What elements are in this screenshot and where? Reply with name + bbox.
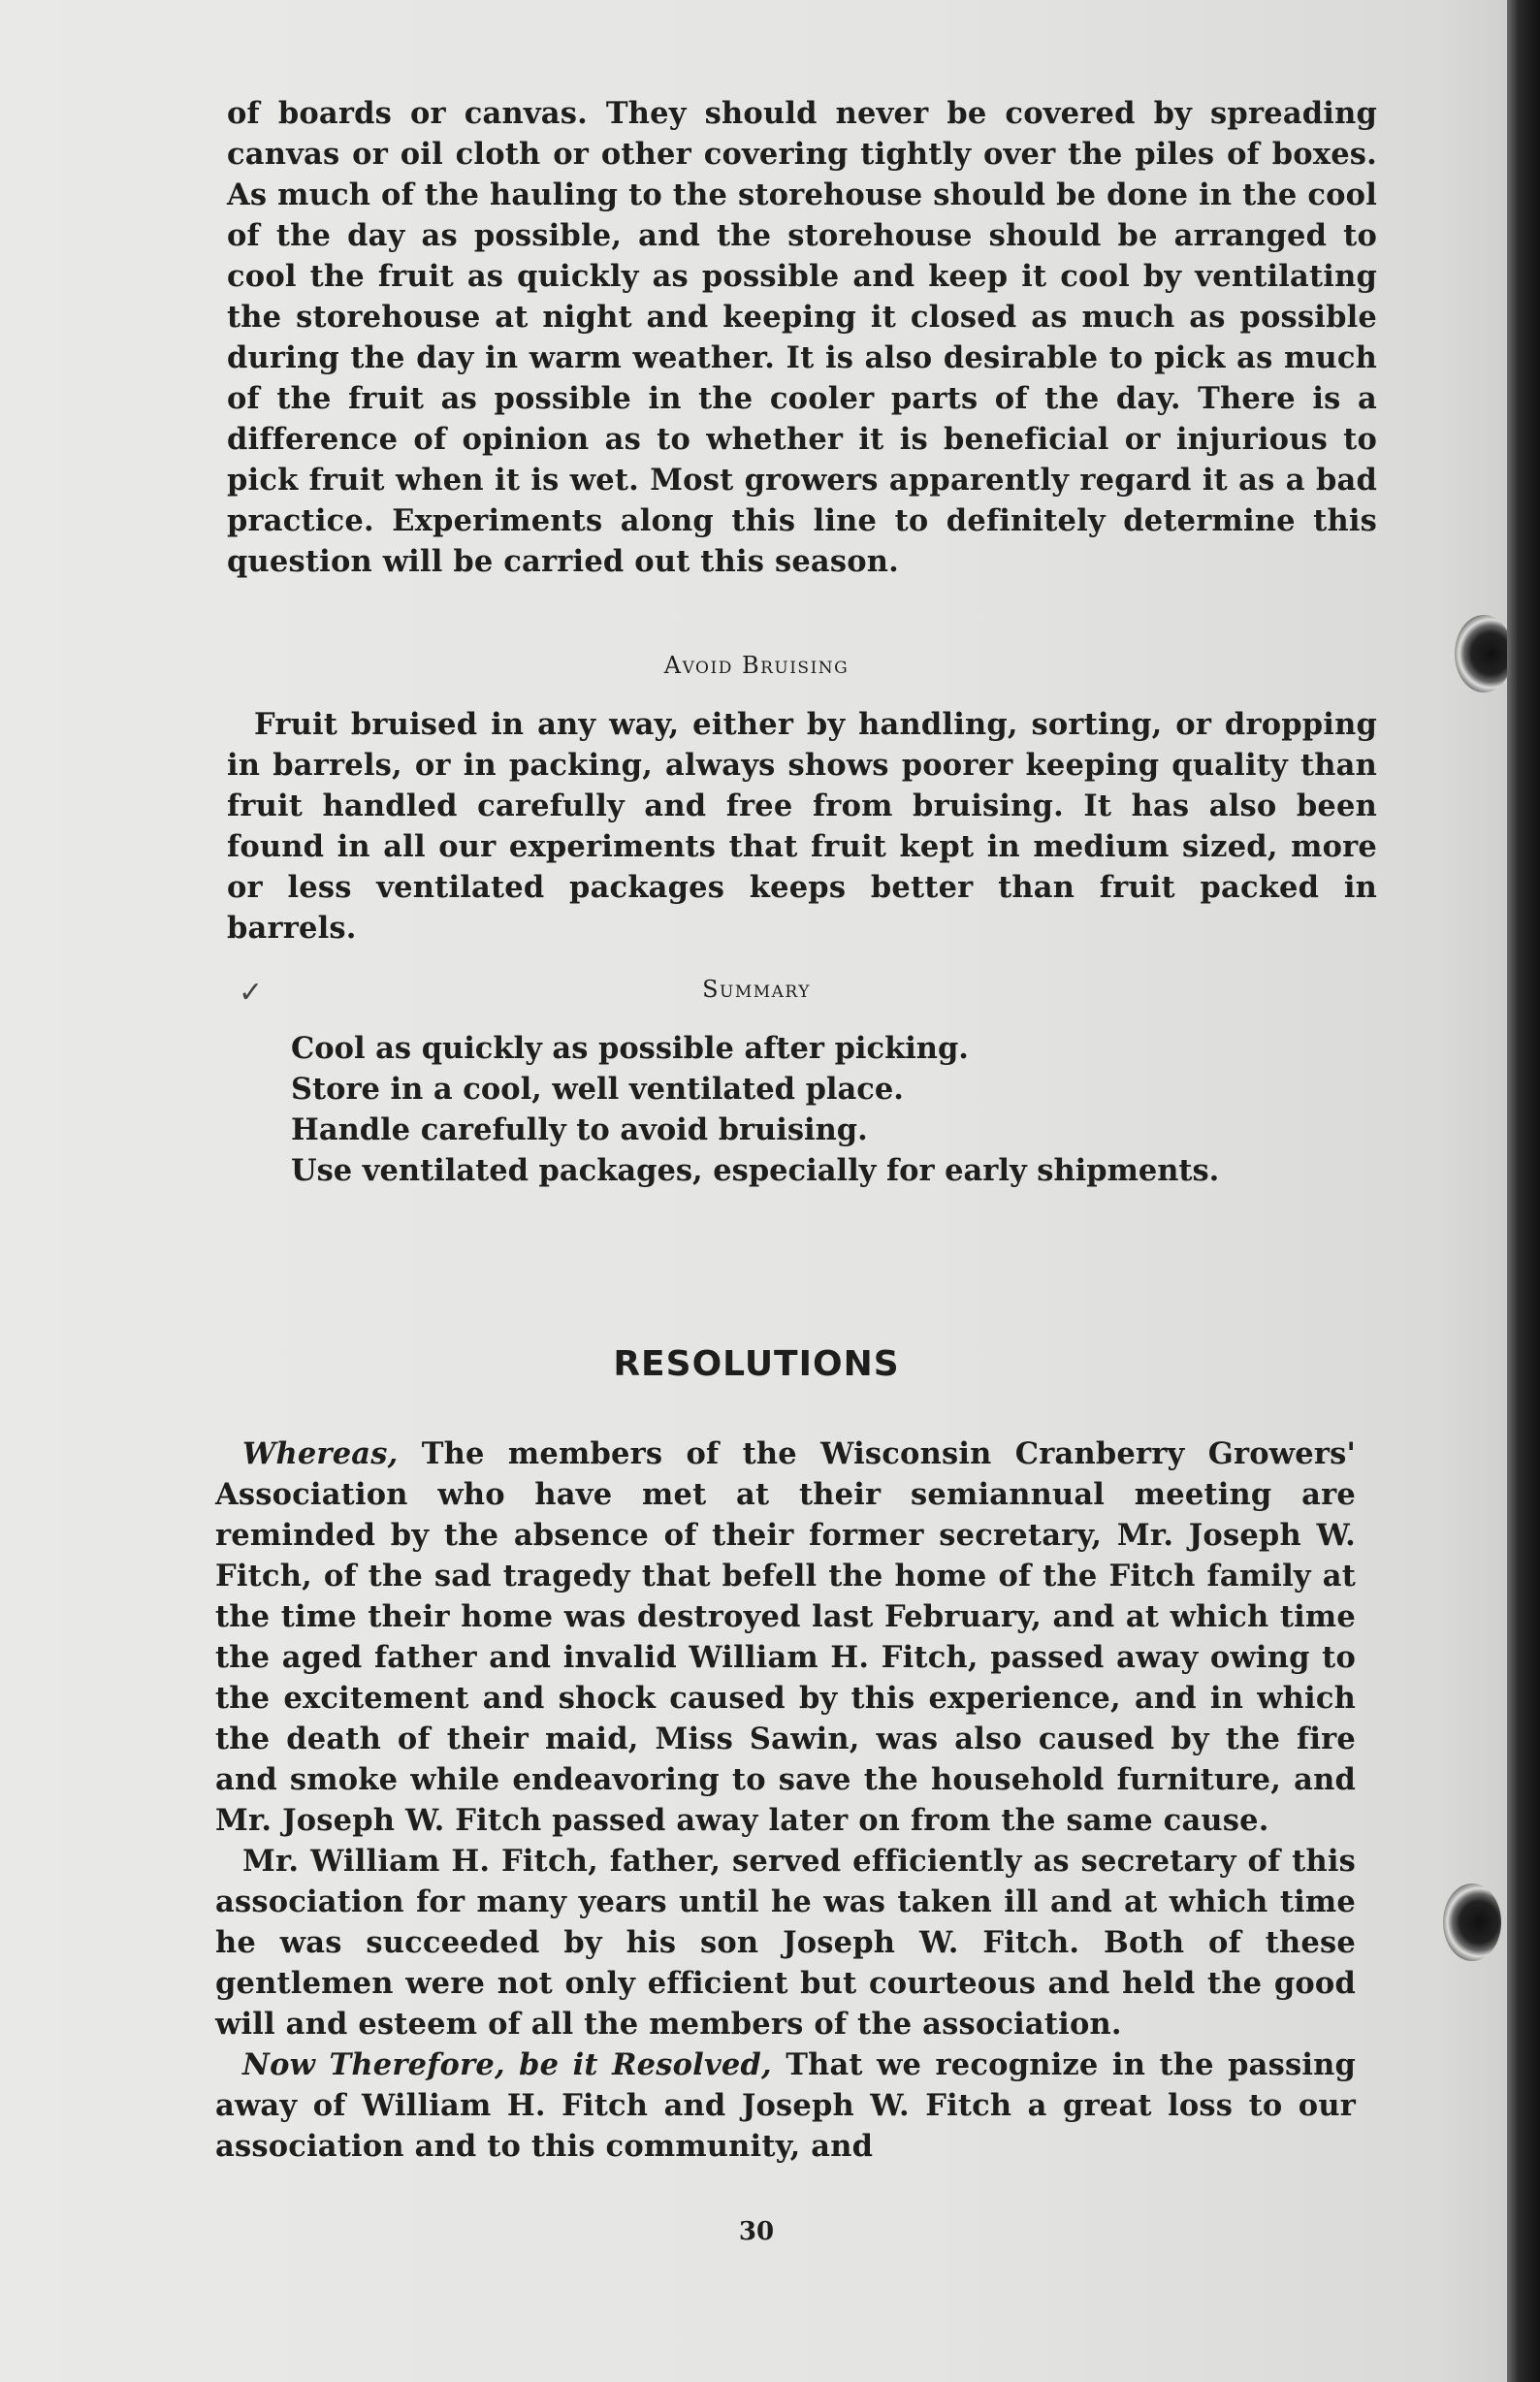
resolution-paragraph-2: Mr. William H. Fitch, father, served efficiently as secretary of this association for many years until he was taken ill and at which time he was succeeded by his son Joseph W. Fitch. Both of these gentlemen were not only efficient but courteous and held the good will and esteem of all the members of the association. bbox=[215, 1844, 1356, 2042]
resolution-paragraph-1 bbox=[215, 1433, 1356, 1841]
avoid-bruising-heading: Avoid Bruising bbox=[663, 652, 850, 679]
binding-hole-icon bbox=[1443, 1883, 1501, 1961]
list-item: Store in a cool, well ventilated place. bbox=[291, 1072, 904, 1107]
summary-heading: Summary bbox=[702, 976, 811, 1003]
check-mark-icon: ✓ bbox=[239, 976, 264, 1010]
resolved-lead: Now Therefore, be it Resolved, bbox=[242, 2047, 772, 2082]
resolutions-body bbox=[215, 1433, 1356, 2167]
resolution-text-1: The members of the Wisconsin Cranberry Growers' Association who have met at their semiannual meeting are reminded by the absence of their former secretary, Mr. Joseph W. Fitch, of the sad tragedy that befell the home of the Fitch family at the time their home was destroyed last February, and at which time the aged father and invalid William H. Fitch, passed away owing to the excitement and shock caused by this experience, and in which the death of their maid, Miss Sawin, was also caused by the fire and smoke while endeavoring to save the household furniture, and Mr. Joseph W. Fitch passed away later on from the same cause. bbox=[215, 1436, 1356, 1838]
resolution-paragraph-3 bbox=[215, 2044, 1356, 2167]
binding-hole-icon bbox=[1455, 615, 1513, 692]
list-item: Handle carefully to avoid bruising. bbox=[291, 1112, 868, 1147]
whereas-lead: Whereas, bbox=[242, 1436, 399, 1471]
continuation-text: of boards or canvas. They should never be covered by spreading canvas or oil cloth or other covering tightly over the piles of boxes. As much of the hauling to the storehouse should be done in the cool of the day as possible, and the storehouse should be arranged to cool the fruit as quickly as possible and keep it cool by ventilating the storehouse at night and keeping it closed as much as possible during the day in warm weather. It is also desirable to pick as much of the fruit as possible in the cooler parts of the day. There is a difference of opinion as to whether it is beneficial or injurious to pick fruit when it is wet. Most growers apparently regard it as a bad practice. Experiments along this line to definitely determine this question will be carried out this season. bbox=[227, 96, 1377, 579]
page-edge-shadow bbox=[1507, 0, 1540, 2382]
resolution-text-3: That we recognize in the passing away of William H. Fitch and Joseph W. Fitch a great loss to our association and to this community, and bbox=[215, 2047, 1357, 2164]
continuation-paragraph bbox=[227, 93, 1377, 582]
summary-list bbox=[291, 1028, 1261, 1191]
list-item: Use ventilated packages, especially for early shipments. bbox=[291, 1153, 1220, 1188]
resolutions-heading: RESOLUTIONS bbox=[613, 1344, 900, 1384]
avoid-bruising-text: Fruit bruised in any way, either by handling, sorting, or dropping in barrels, or in packing, always shows poorer keeping quality than fruit handled carefully and free from bruising. It has also been found in all our experiments that fruit kept in medium sized, more or less ventilated packages keeps better than fruit packed in barrels. bbox=[227, 707, 1377, 946]
page-number: 30 bbox=[738, 2217, 775, 2246]
list-item: Cool as quickly as possible after picking. bbox=[291, 1031, 969, 1066]
avoid-bruising-paragraph bbox=[227, 704, 1377, 949]
